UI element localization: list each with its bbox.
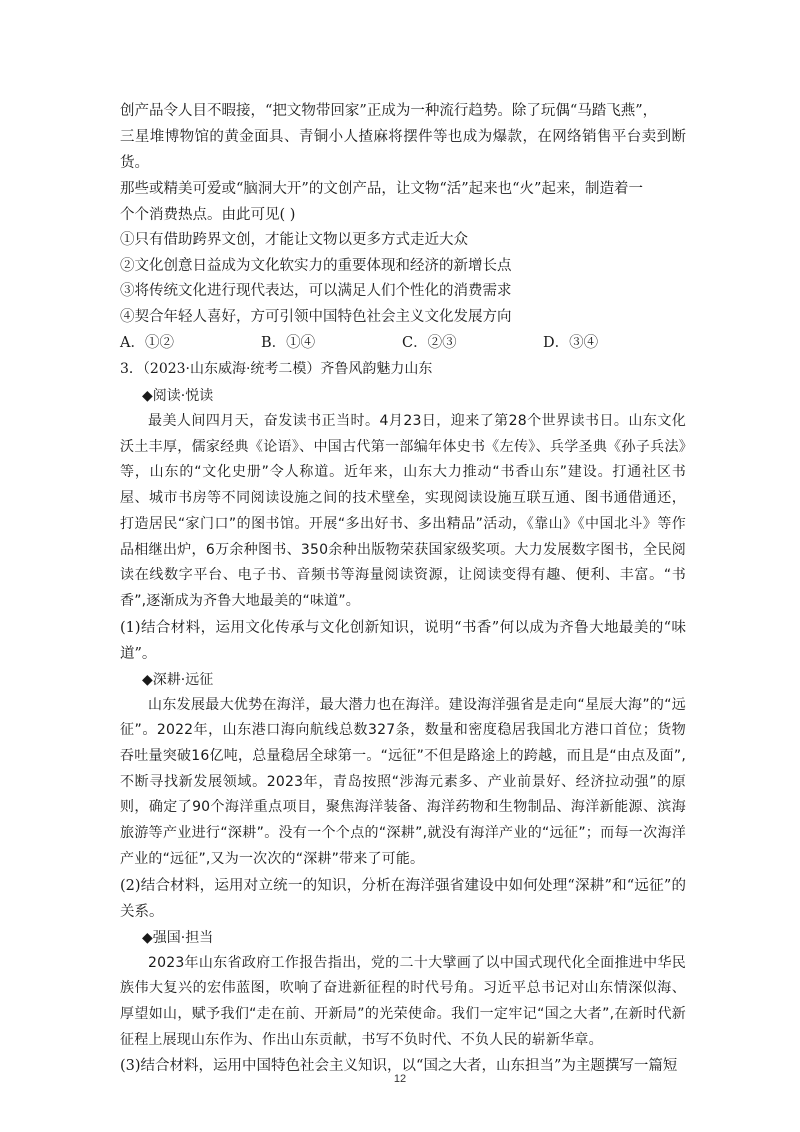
- material-paragraph: 2023年山东省政府工作报告指出，党的二十大擘画了以中国式现代化全面推进中华民族伟大复兴的宏伟蓝图，吹响了奋进新征程的时代号角。习近平总书记对山东情深似海、厚望如山，赋予我们“走在前、开新局”的光荣使命。我们一定牢记“国之大者”,在新时代新征程上展现山东作为、作出山东贡献，书写不负时代、不负人民的崭新华章。: [120, 954, 686, 1048]
- section-title-ocean: ◆深耕·远征: [142, 671, 214, 688]
- material-ocean: [120, 693, 686, 873]
- material-paragraph: 最美人间四月天，奋发读书正当时。4月23日，迎来了第28个世界读书日。山东文化沃土丰厚，儒家经典《论语》、中国古代第一部编年体史书《左传》、兵学圣典《孙子兵法》等，山东的“文化史册”令人称道。近年来，山东大力推动“书香山东”建设。打通社区书屋、城市书房等不同阅读设施之间的技术壁垒，实现阅读设施互联互通、图书通借通还，打造居民“家门口”的图书馆。开展“多出好书、多出精品”活动，《靠山》《中国北斗》等作品相继出炉，6万余种图书、350余种出版物荣获国家级奖项。大力发展数字图书，全民阅读在线数字平台、电子书、音频书等海量阅读资源，让阅读变得有趣、便利、丰富。“书香”,逐渐成为齐鲁大地最美的“味道”。: [120, 413, 686, 609]
- stem-line: 创产品令人目不暇接，“把文物带回家”正成为一种流行趋势。除了玩偶“马踏飞燕”，: [120, 103, 658, 119]
- statement-options: [120, 228, 686, 330]
- question3-heading: 3．（2023·山东威海·统考二模）齐鲁风韵魅力山东: [120, 361, 433, 377]
- stem-line: 三星堆博物馆的黄金面具、青铜小人揸麻将摆件等也成为爆款，在网络销售平台卖到断货。: [120, 129, 686, 171]
- section-title-responsibility: ◆强国·担当: [142, 929, 214, 946]
- subquestion-1: (1)结合材料，运用文化传承与文化创新知识，说明“书香”何以成为齐鲁大地最美的“味道”。: [120, 619, 686, 662]
- stem-line: 个个消费热点。由此可见( ): [120, 207, 296, 223]
- choice-a: A．①②: [120, 335, 174, 351]
- page-content: [120, 98, 686, 1079]
- section-title-reading: ◆阅读·悦读: [142, 388, 214, 404]
- statement-option: ④契合年轻人喜好，方可引领中国特色社会主义文化发展方向: [120, 308, 512, 325]
- material-paragraph: 山东发展最大优势在海洋，最大潜力也在海洋。建设海洋强省是走向“星辰大海”的“远征”。2022年，山东港口海向航线总数327条，数量和密度稳居我国北方港口首位；货物吞吐量突破16亿吨，总量稳居全球第一。“远征”不但是路途上的跨越，而且是“由点及面”,不断寻找新发展领域。2023年，青岛按照“涉海元素多、产业前景好、经济拉动强”的原则，确定了90个海洋重点项目，聚焦海洋装备、海洋药物和生物制品、海洋新能源、滨海旅游等产业进行“深耕”。没有一个个点的“深耕”,就没有海洋产业的“远征”；而每一次海洋产业的“远征”,又为一次次的“深耕”带来了可能。: [120, 696, 687, 867]
- answer-choices: [120, 330, 686, 356]
- stem-line: 那些或精美可爱或“脑洞大开”的文创产品，让文物“活”起来也“火”起来，制造着一: [120, 181, 643, 197]
- choice-b: B．①④: [261, 335, 316, 351]
- statement-option: ①只有借助跨界文创，才能让文物以更多方式走近大众: [120, 232, 468, 248]
- statement-option: ③将传统文化进行现代表达，可以满足人们个性化的消费需求: [120, 283, 512, 299]
- page-number: 12: [393, 1073, 407, 1085]
- subquestion-2: (2)结合材料，运用对立统一的知识，分析在海洋强省建设中如何处理“深耕”和“远征”的关系。: [120, 877, 686, 920]
- question2-stem: [120, 98, 686, 228]
- subquestion-3: (3)结合材料，运用中国特色社会主义知识，以“国之大者，山东担当”为主题撰写一篇短: [120, 1058, 678, 1075]
- choice-c: C．②③: [402, 335, 457, 351]
- choice-d: D．③④: [543, 335, 599, 351]
- material-responsibility: [120, 951, 686, 1054]
- material-reading: [120, 409, 686, 615]
- statement-option: ②文化创意日益成为文化软实力的重要体现和经济的新增长点: [120, 257, 512, 274]
